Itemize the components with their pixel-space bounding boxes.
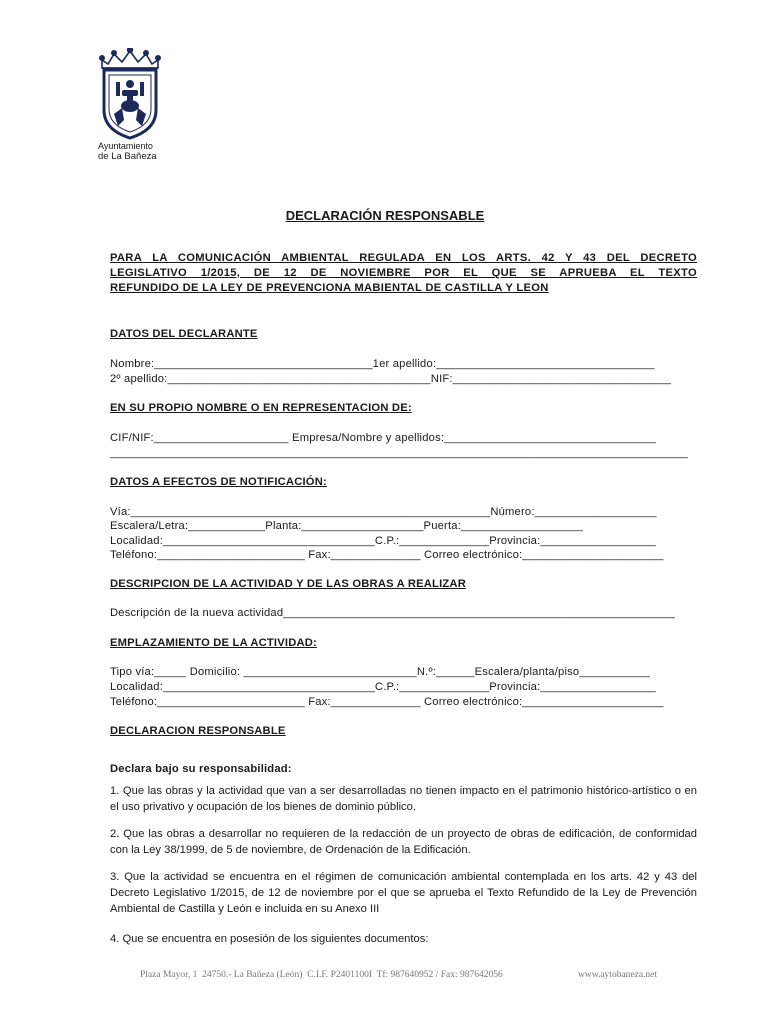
declaracion-item-3: 3. Que la actividad se encuentra en el régimen de comunicación ambiental contemplada en los arts. 42 y 43 del Decreto Legislativo 1/2015, de 12 de noviembre por el que se aprueba el Texto Refundido de la Ley de Prevención Ambiental de Castilla y León e incluida en su Anexo III — [110, 871, 697, 915]
section-heading-notificacion: DATOS A EFECTOS DE NOTIFICACIÓN: — [110, 476, 327, 488]
declaracion-item-1: 1. Que las obras y la actividad que van a ser desarrolladas no tienen impacto en el patrimonio histórico-artístico o en el uso privativo y ocupación de los bienes de dominio público. — [110, 785, 697, 813]
section-heading-declarante: DATOS DEL DECLARANTE — [110, 328, 258, 340]
declaracion-intro: Declara bajo su responsabilidad: — [110, 763, 292, 775]
representacion-cif-field[interactable]: CIF/NIF:_____________________ Empresa/Nombre y apellidos:_________________________________ — [110, 432, 657, 444]
notificacion-telefono-field[interactable]: Teléfono:_______________________ Fax:______________ Correo electrónico:______________________ — [110, 549, 664, 561]
section-heading-representacion: EN SU PROPIO NOMBRE O EN REPRESENTACION DE: — [110, 402, 412, 414]
notificacion-escalera-field[interactable]: Escalera/Letra:____________Planta:___________________Puerta:___________________ — [110, 520, 584, 532]
section-heading-actividad: DESCRIPCION DE LA ACTIVIDAD Y DE LAS OBRAS A REALIZAR — [110, 578, 466, 590]
declarante-name-field[interactable]: Nombre:__________________________________1er apellido:__________________________________ — [110, 358, 655, 370]
document-subtitle — [110, 251, 697, 296]
emplazamiento-localidad-field[interactable]: Localidad:_________________________________C.P.:______________Provincia:__________________ — [110, 681, 656, 693]
footer-address: Plaza Mayor, 1 24750.- La Bañeza (León) C.I.F. P2401100I Tf: 987640952 / Fax: 987642056 — [140, 970, 503, 980]
city-name-line1: Ayuntamiento — [98, 141, 153, 151]
emplazamiento-via-field[interactable]: Tipo vía:_____ Domicilio: ___________________________N.º:______Escalera/planta/piso___________ — [110, 666, 650, 678]
actividad-descripcion-field[interactable]: Descripción de la nueva actividad_____________________________________________________________ — [110, 607, 676, 619]
subtitle-line: REFUNDIDO DE LA LEY DE PREVENCIONA MABIENTAL DE CASTILLA Y LEON — [110, 282, 549, 294]
representacion-extra-line[interactable]: __________________________________________________________________________________________ — [110, 447, 688, 459]
declaracion-item-4: 4. Que se encuentra en posesión de los siguientes documentos: — [110, 933, 429, 945]
declarante-surname-nif-field[interactable]: 2º apellido:_________________________________________NIF:__________________________________ — [110, 373, 672, 385]
subtitle-line: LEGISLATIVO 1/2015, DE 12 DE NOVIEMBRE POR EL QUE SE APRUEBA EL TEXTO — [110, 267, 697, 279]
subtitle-line: PARA LA COMUNICACIÓN AMBIENTAL REGULADA EN LOS ARTS. 42 Y 43 DEL DECRETO — [110, 252, 697, 264]
section-heading-declaracion: DECLARACION RESPONSABLE — [110, 725, 286, 737]
declaracion-item-2: 2. Que las obras a desarrollar no requieren de la redacción de un proyecto de obras de edificación, de conformidad con la Ley 38/1999, de 5 de noviembre, de Ordenación de la Edificación. — [110, 828, 697, 856]
notificacion-localidad-field[interactable]: Localidad:_________________________________C.P.:______________Provincia:__________________ — [110, 535, 656, 547]
section-heading-emplazamiento: EMPLAZAMIENTO DE LA ACTIVIDAD: — [110, 637, 317, 649]
document-title: DECLARACIÓN RESPONSABLE — [285, 208, 485, 223]
emplazamiento-telefono-field[interactable]: Teléfono:_______________________ Fax:______________ Correo electrónico:______________________ — [110, 696, 664, 708]
city-name-line2: de La Bañeza — [98, 151, 157, 162]
notificacion-via-field[interactable]: Vía:________________________________________________________Número:___________________ — [110, 506, 657, 518]
footer-website[interactable]: www.aytobaneza.net — [578, 970, 658, 980]
